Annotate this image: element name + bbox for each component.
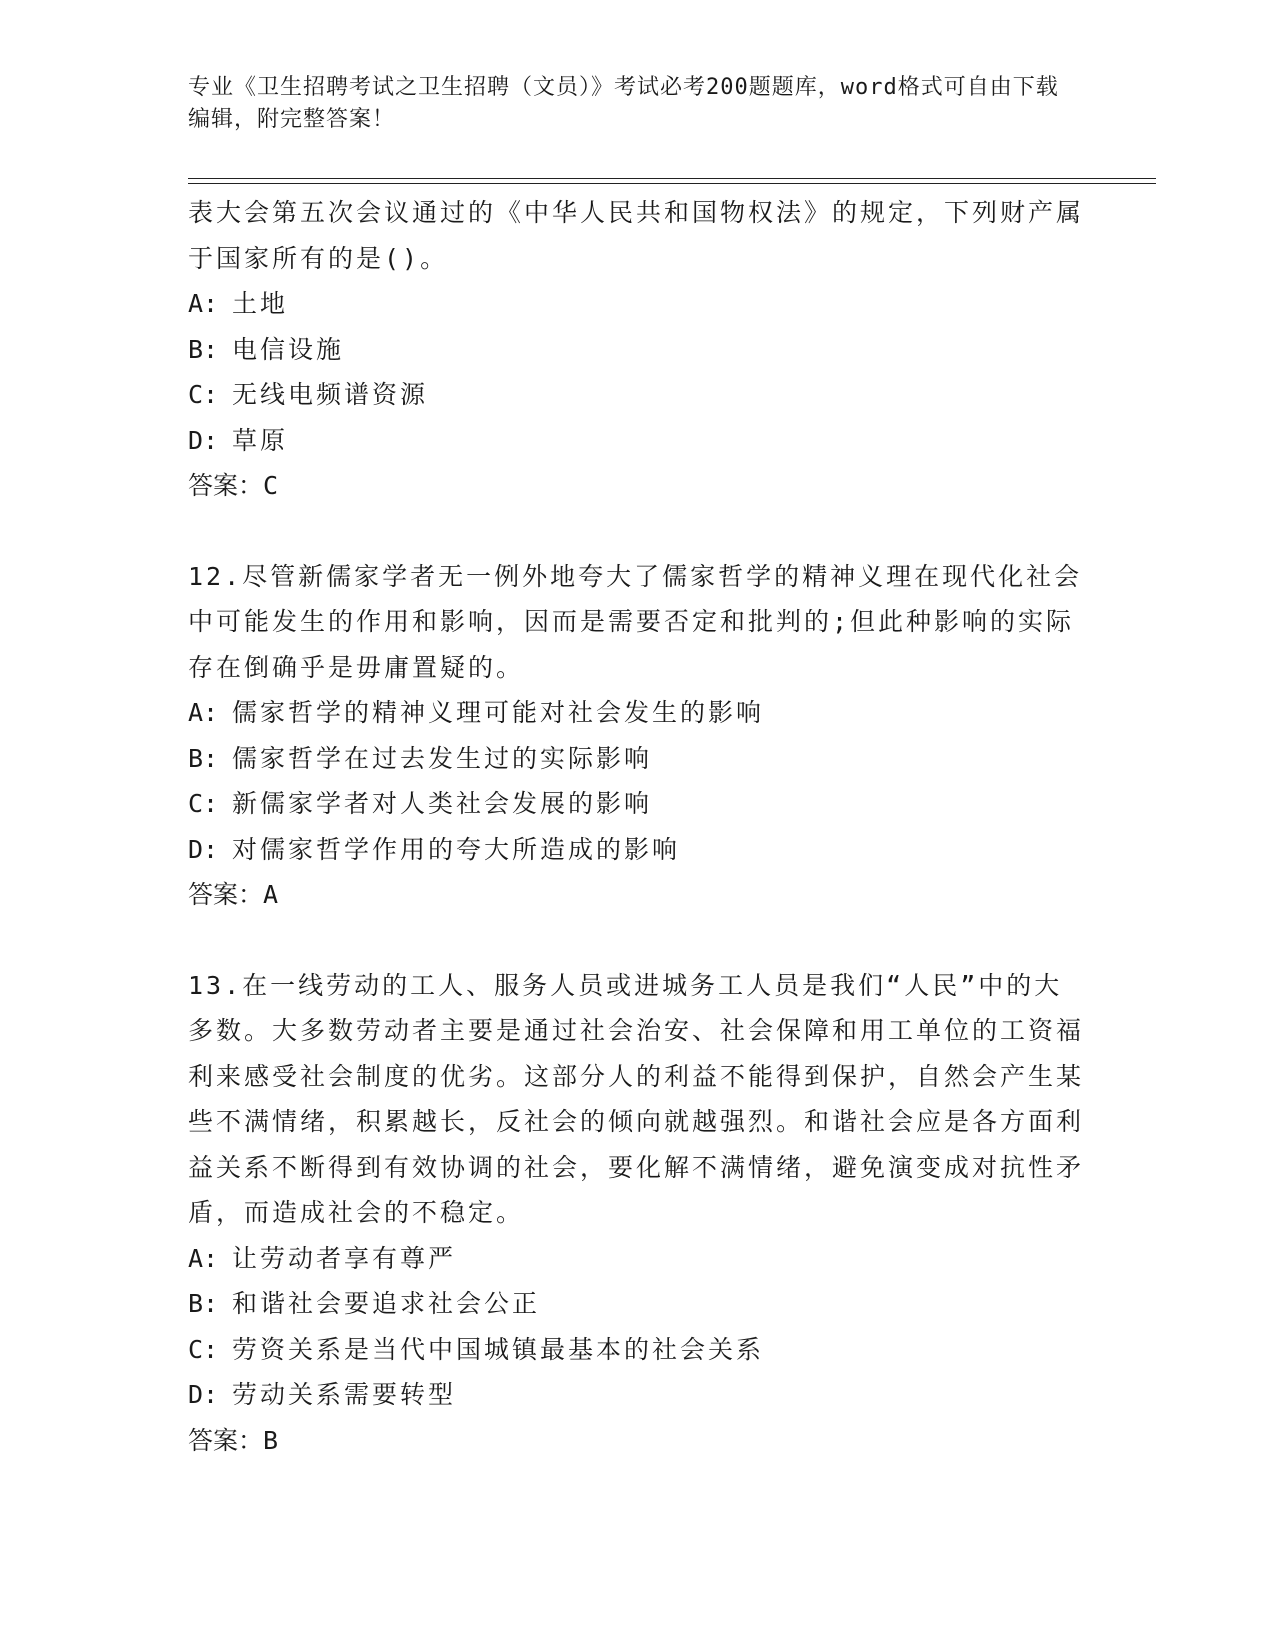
option-letter: D: — [188, 1380, 219, 1409]
option-letter: B: — [188, 743, 219, 773]
question-list — [188, 190, 1088, 1463]
option-a — [188, 690, 1088, 736]
option-c — [188, 372, 1088, 418]
answer-label: 答案： — [188, 880, 264, 909]
answer-label: 答案： — [188, 471, 264, 500]
option-c — [188, 781, 1088, 827]
question-text: 表大会第五次会议通过的《中华人民共和国物权法》的规定，下列财产属于国家所有的是()。 — [188, 198, 1085, 273]
option-letter: D: — [188, 425, 219, 455]
answer-value: B — [263, 1425, 279, 1455]
question-block — [188, 963, 1088, 1464]
answer-label: 答案： — [188, 1425, 264, 1455]
question-block — [188, 554, 1088, 918]
option-letter: B: — [188, 334, 219, 364]
option-text: 新儒家学者对人类社会发展的影响 — [232, 789, 653, 818]
header-rule-bottom — [188, 183, 1156, 184]
option-text: 儒家哲学的精神义理可能对社会发生的影响 — [232, 698, 765, 727]
option-letter: A: — [188, 698, 219, 727]
option-a — [188, 281, 1088, 327]
option-text: 对儒家哲学作用的夸大所造成的影响 — [232, 834, 681, 864]
answer-line — [188, 1418, 1088, 1464]
question-block — [188, 190, 1088, 509]
question-text: 12.尽管新儒家学者无一例外地夸大了儒家哲学的精神义理在现代化社会中可能发生的作用和影响，因而是需要否定和批判的;但此种影响的实际存在倒确乎是毋庸置疑的。 — [188, 561, 1083, 682]
option-text: 土地 — [232, 289, 289, 318]
option-letter: C: — [188, 380, 219, 409]
question-spacer — [188, 509, 1088, 554]
option-letter: C: — [188, 1334, 219, 1364]
option-text: 让劳动者享有尊严 — [232, 1243, 457, 1273]
option-d — [188, 827, 1088, 873]
option-c — [188, 1327, 1088, 1373]
option-d — [188, 418, 1088, 464]
answer-value: C — [263, 471, 279, 500]
question-text: 13.在一线劳动的工人、服务人员或进城务工人员是我们“人民”中的大多数。大多数劳动者主要是通过社会治安、社会保障和用工单位的工资福利来感受社会制度的优劣。这部分人的利益不能得到保护，自然会产生某些不满情绪，积累越长，反社会的倾向就越强烈。和谐社会应是各方面利益关系不断得到有效协调的社会，要化解不满情绪，避免演变成对抗性矛盾，而造成社会的不稳定。 — [188, 970, 1085, 1227]
answer-line — [188, 463, 1088, 509]
option-text: 草原 — [232, 425, 289, 455]
answer-value: A — [263, 880, 279, 909]
option-letter: C: — [188, 789, 219, 818]
document-header: 专业《卫生招聘考试之卫生招聘（文员）》考试必考200题题库，word格式可自由下载编辑，附完整答案！ — [188, 75, 1059, 132]
option-text: 电信设施 — [232, 334, 345, 364]
option-b — [188, 327, 1088, 373]
option-text: 劳动关系需要转型 — [232, 1380, 457, 1409]
option-letter: B: — [188, 1289, 219, 1318]
option-text: 无线电频谱资源 — [232, 380, 429, 409]
option-letter: D: — [188, 834, 219, 864]
header-rule-top — [188, 178, 1156, 179]
option-d — [188, 1372, 1088, 1418]
option-b — [188, 1281, 1088, 1327]
option-b — [188, 736, 1088, 782]
option-text: 劳资关系是当代中国城镇最基本的社会关系 — [232, 1334, 765, 1364]
answer-line — [188, 872, 1088, 918]
option-letter: A: — [188, 289, 219, 318]
option-text: 儒家哲学在过去发生过的实际影响 — [232, 743, 653, 773]
option-text: 和谐社会要追求社会公正 — [232, 1289, 541, 1318]
option-a — [188, 1236, 1088, 1282]
question-spacer — [188, 918, 1088, 963]
option-letter: A: — [188, 1243, 219, 1273]
